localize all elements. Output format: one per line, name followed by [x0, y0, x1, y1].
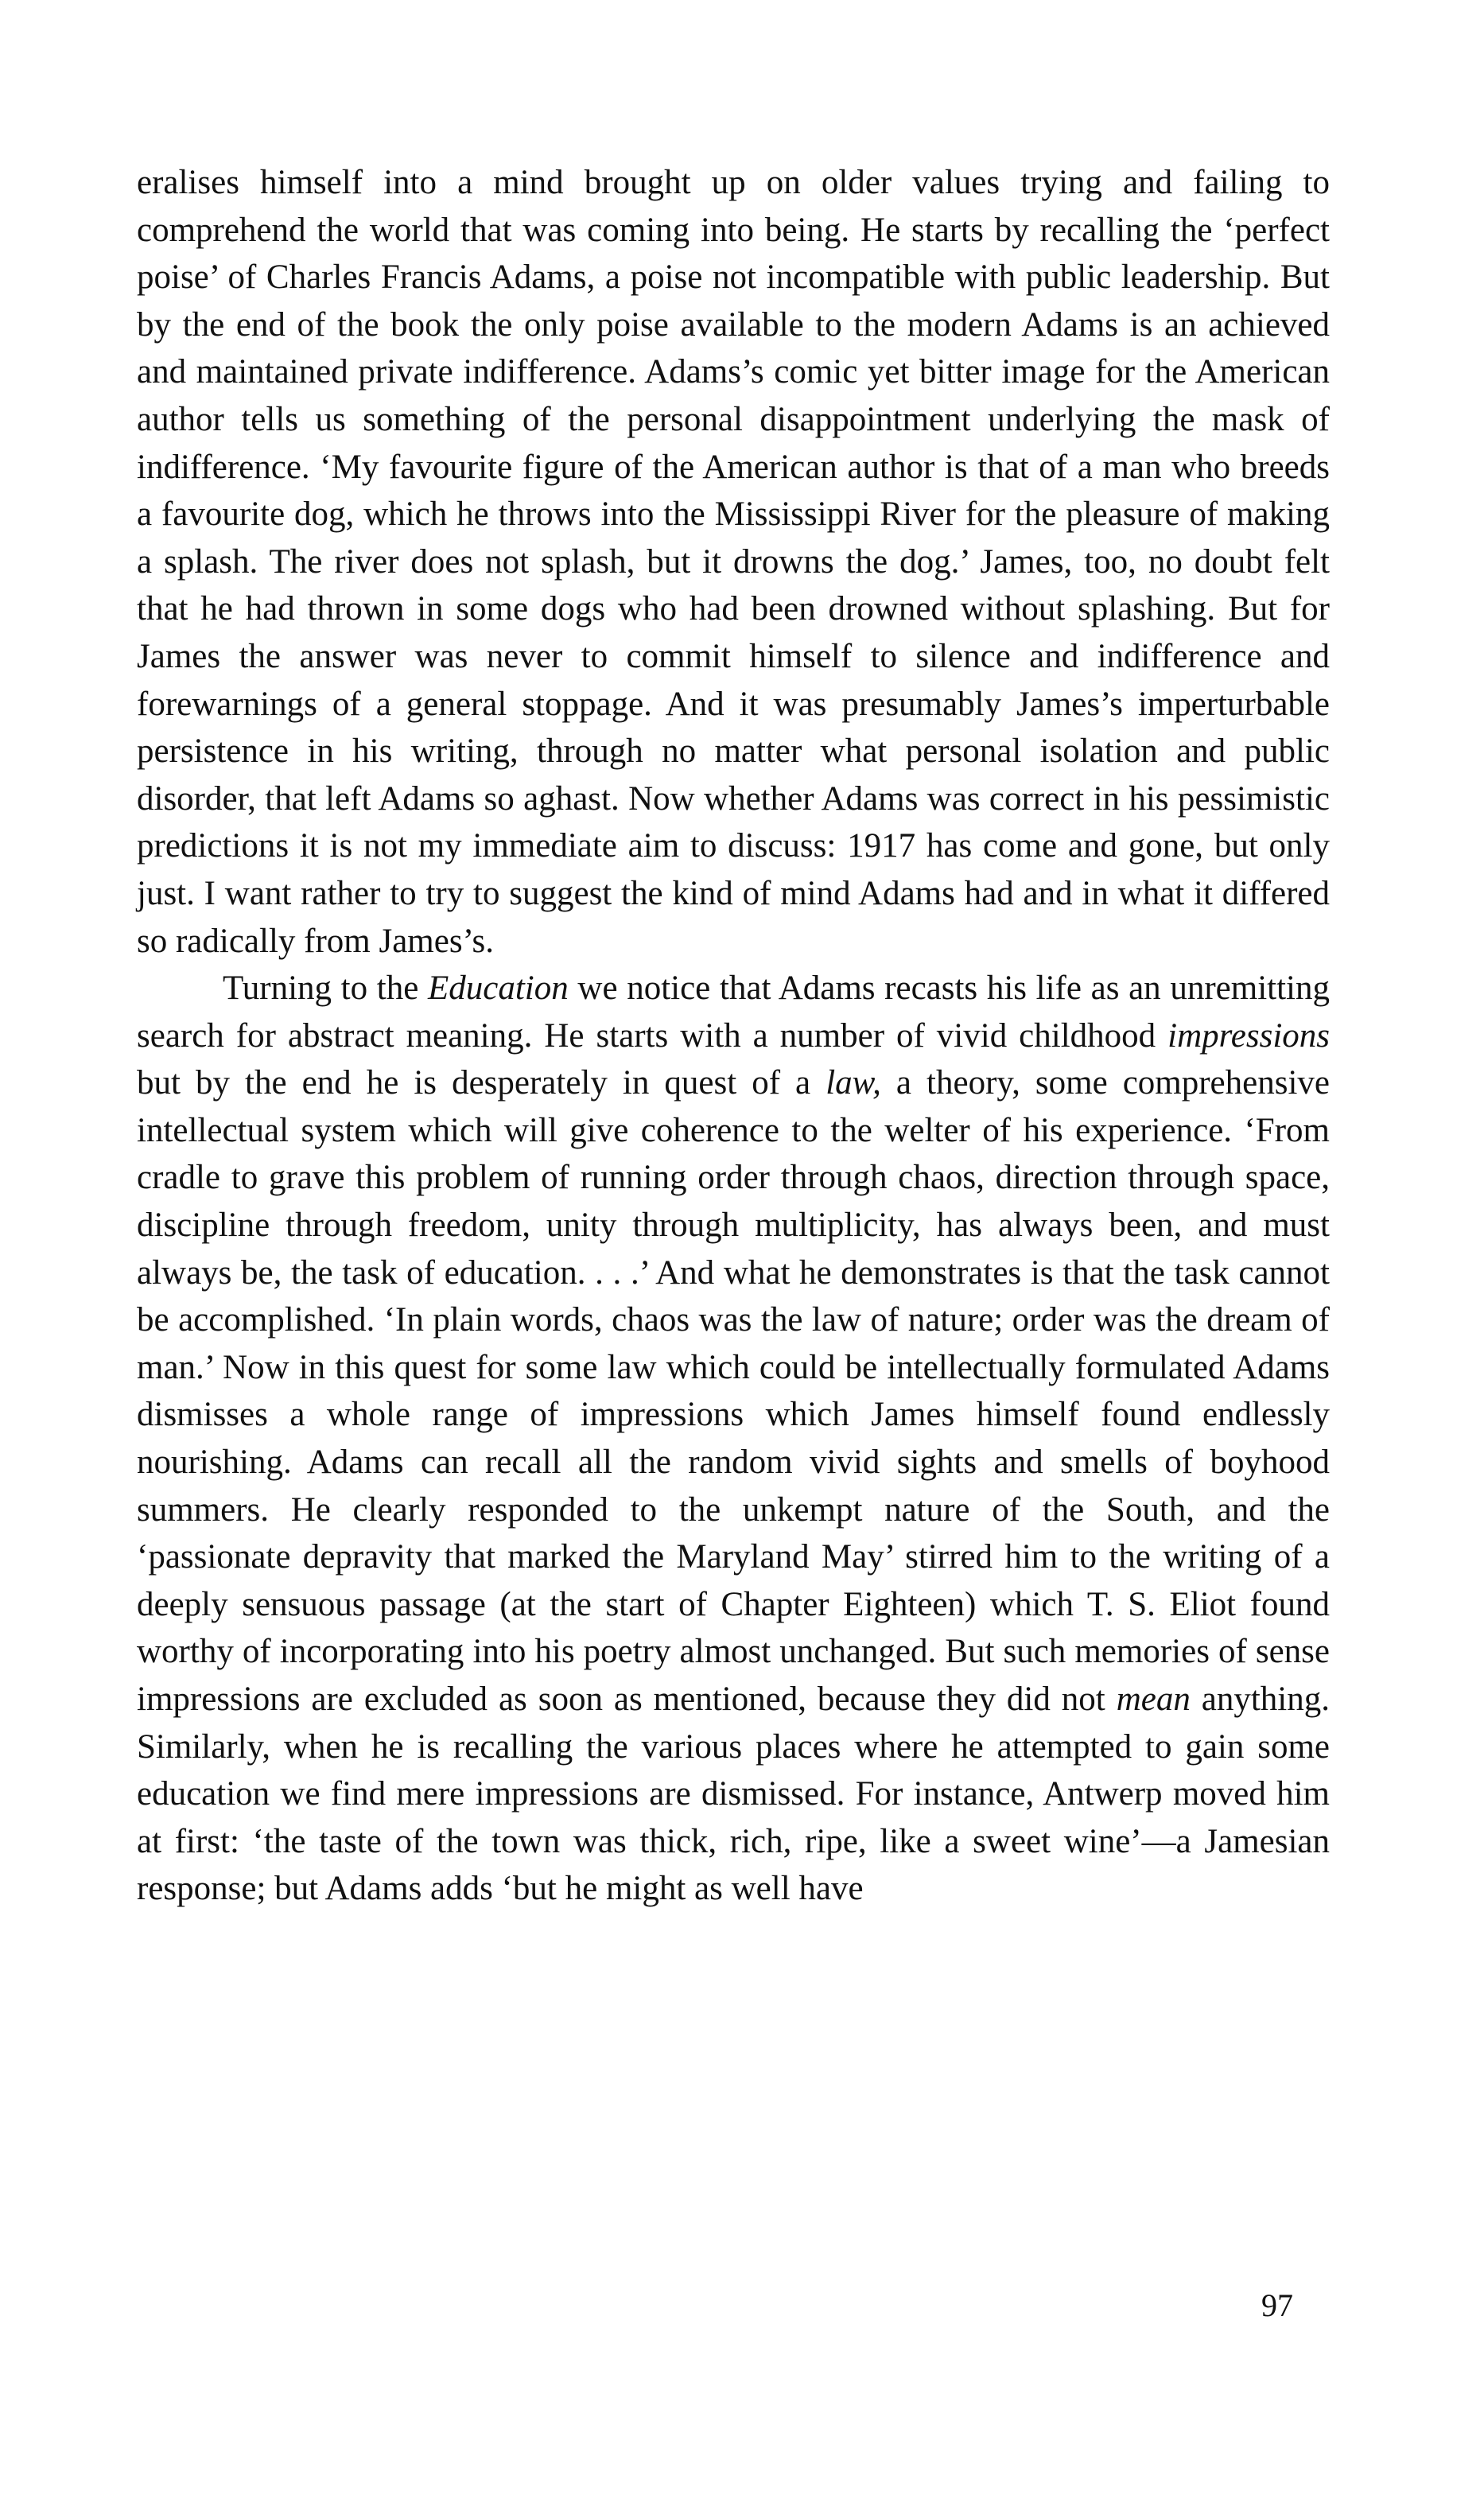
body-text: [137, 159, 1330, 1913]
text-run: a theory, some comprehensive intellectual system which will give coherence to the welter of his experience. ‘From cradle to grave this problem of running order through chaos, direction through space, discipline through freedom, unity through multiplicity, has always been, and must always be, the task of education. . . .’ And what he demonstrates is that the task cannot be accomplished. ‘In plain words, chaos was the law of nature; order was the dream of man.’ Now in this quest for some law which could be intellectually formulated Adams dismisses a whole range of impressions which James himself found endlessly nourishing. Adams can recall all the random vivid sights and smells of boyhood summers. He clearly responded to the unkempt nature of the South, and the ‘passionate depravity that marked the Maryland May’ stirred him to the writing of a deeply sensuous passage (at the start of Chapter Eighteen) which T. S. Eliot found worthy of incorporating into his poetry almost unchanged. But such memories of sense impressions are excluded as soon as mentioned, because they did not: [137, 1064, 1330, 1718]
paragraph-1: [137, 159, 1330, 965]
page-number: 97: [1261, 2287, 1293, 2323]
text-run: anything. Similarly, when he is recalling the various places where he attempted to gain some education we find mere impressions are dismissed. For instance, Antwerp moved him at first: ‘the taste of the town was thick, rich, ripe, like a sweet wine’—a Jamesian response; but Adams adds ‘but he might as well have: [137, 1681, 1331, 1908]
text-run: we notice that Adams recasts his life as an unremitting search for abstract meaning. He starts with a number of vivid childhood: [137, 970, 1330, 1055]
italic-word-law: law,: [826, 1064, 881, 1102]
paragraph-2: [137, 965, 1330, 1913]
italic-word-impressions: impressions: [1167, 1016, 1330, 1055]
text-run: but by the end he is desperately in quest of a: [137, 1064, 826, 1102]
italic-title-education: Education: [427, 970, 569, 1008]
text-run: Turning to the: [223, 970, 428, 1008]
paragraph-1-text: eralises himself into a mind brought up on older values trying and failing to comprehend the world that was coming into being. He starts by recalling the ‘perfect poise’ of Charles Francis Adams, a poise not incompatible with public leadership. But by the end of the book the only poise available to the modern Adams is an achieved and maintained private indifference. Adams’s comic yet bitter image for the American author tells us something of the personal disappointment underlying the mask of indifference. ‘My favourite figure of the American author is that of a man who breeds a favourite dog, which he throws into the Mississippi River for the pleasure of making a splash. The river does not splash, but it drowns the dog.’ James, too, no doubt felt that he had thrown in some dogs who had been drowned without splashing. But for James the answer was never to commit himself to silence and indifference and forewarnings of a general stoppage. And it was presumably James’s imperturbable persistence in his writing, through no matter what personal isolation and public disorder, that left Adams so aghast. Now whether Adams was correct in his pessimistic predictions it is not my immediate aim to discuss: 1917 has come and gone, but only just. I want rather to try to suggest the kind of mind Adams had and in what it differed so radically from James’s.: [137, 164, 1330, 960]
italic-word-mean: mean: [1116, 1681, 1191, 1718]
